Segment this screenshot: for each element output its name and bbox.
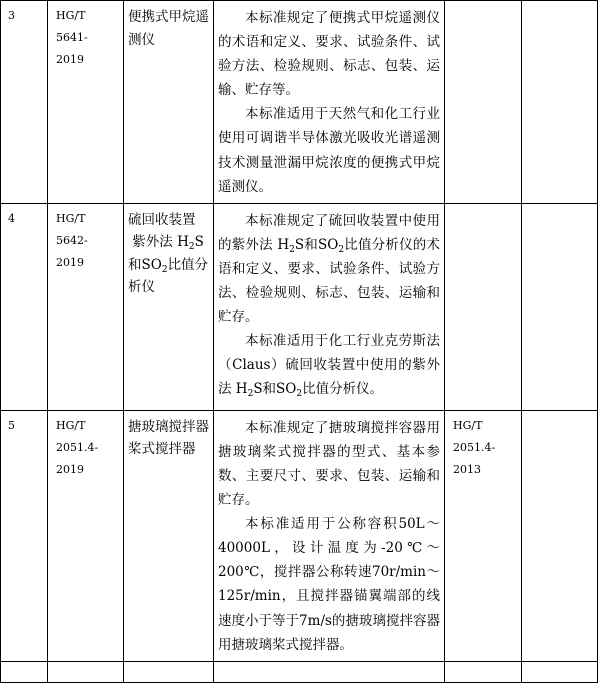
text-part: 比值分析仪。 [302,381,384,398]
table-row [1,661,598,682]
standard-code-cell [48,1,124,204]
description-cell [214,410,445,661]
replaced-standard-cell [445,203,522,410]
table-row [1,1,598,204]
row-number-cell [1,661,48,682]
remarks-cell [522,410,598,661]
description-applicability [218,329,440,401]
description-scope: 本标准规定了便携式甲烷遥测仪的术语和定义、要求、试验条件、试验方法、检验规则、标志、包装、运输、贮存等。 [218,10,440,99]
row-number-cell [1,1,48,204]
standard-code-cell [48,661,124,682]
standard-code-cell [48,203,124,410]
standard-code-line: HG/T [56,418,86,432]
description-cell [214,1,445,204]
standard-code-line: HG/T [56,211,86,225]
standard-name-cell [124,1,214,204]
row-number-cell [1,410,48,661]
table-row [1,203,598,410]
replaced-standard-code [445,411,521,481]
table-row [1,410,598,661]
standard-name [124,204,213,299]
standard-description [214,411,444,661]
subscript: 2 [161,264,168,275]
replaced-standard-cell [445,1,522,204]
name-part: 比值分析仪 [128,256,209,296]
name-part: 和SO [128,256,162,273]
standard-code-cell [48,410,124,661]
replaced-code-line: 2051.4- [453,440,496,454]
row-number-cell [1,203,48,410]
subscript: 2 [289,244,295,255]
standard-code-line: 2019 [56,462,84,476]
standard-name: 便携式甲烷遥测仪 [128,9,209,48]
standard-code-line: 5641- [56,31,88,44]
remarks-cell [522,203,598,410]
subscript: 2 [247,389,254,400]
standard-name-cell [124,410,223,661]
row-number: 3 [8,9,15,22]
standard-description [214,1,444,203]
standard-name: 搪玻璃搅拌器 桨式搅拌器 [128,418,223,458]
name-part: 硫回收装置 [128,211,196,228]
text-part: S和SO [294,236,339,253]
replaced-standard-cell [445,661,522,682]
description-scope: 本标准规定了搪玻璃搅拌容器用搪玻璃桨式搅拌器的型式、基本参数、主要尺寸、要求、包装、运输和贮存。 [218,419,440,509]
description-scope [218,209,440,329]
name-part: 紫外法 H [132,234,189,251]
remarks-cell [522,1,598,204]
description-applicability: 本标准适用于公称容积50L～40000L，设计温度为-20℃～200℃，搅拌器公称转速70r/min～125r/min，且搅拌器锚翼端部的线速度小于等于7m/s的搪玻璃搅拌容器用搪玻璃桨式搅拌器。 [218,516,440,653]
standard-code-line: 2051.4- [56,440,99,454]
row-number: 5 [8,418,15,432]
replaced-code-line: 2013 [453,462,481,476]
standard-code-line: 5642- [56,233,88,247]
description-cell [214,203,445,410]
row-number: 4 [8,211,15,225]
standard-description [214,204,444,406]
subscript: 2 [296,389,303,400]
subscript: 2 [338,244,345,255]
standard-name-cell [124,661,214,682]
replaced-standard-cell [445,410,522,661]
text-part: 比值分析仪的术语和定义、要求、试验条件、试验方法、检验规则、标志、包装、运输和贮存。 [218,236,440,326]
standard-name-cell [124,203,214,410]
standard-code-line: HG/T [56,9,86,22]
text-part: 本标准规定了硫回收装置中使用的紫外法 H [218,212,440,253]
name-part: S [194,234,204,251]
subscript: 2 [188,242,195,253]
standard-code-line: 2019 [56,255,84,269]
remarks-cell [522,661,598,682]
description-cell [214,661,445,682]
text-part: S和SO [253,381,297,398]
description-applicability: 本标准适用于天然气和化工行业使用可调谐半导体激光吸收光谱遥测技术测量泄漏甲烷浓度的便携式甲烷遥测仪。 [218,106,440,195]
standard-code [48,1,123,71]
replaced-code-line: HG/T [453,418,483,432]
standard-code [48,411,123,481]
standard-code-line: 2019 [56,53,84,66]
text-part: 本标准适用于化工行业克劳斯法（Claus）硫回收装置中使用的紫外法 H [218,333,440,398]
standard-code [48,204,123,274]
